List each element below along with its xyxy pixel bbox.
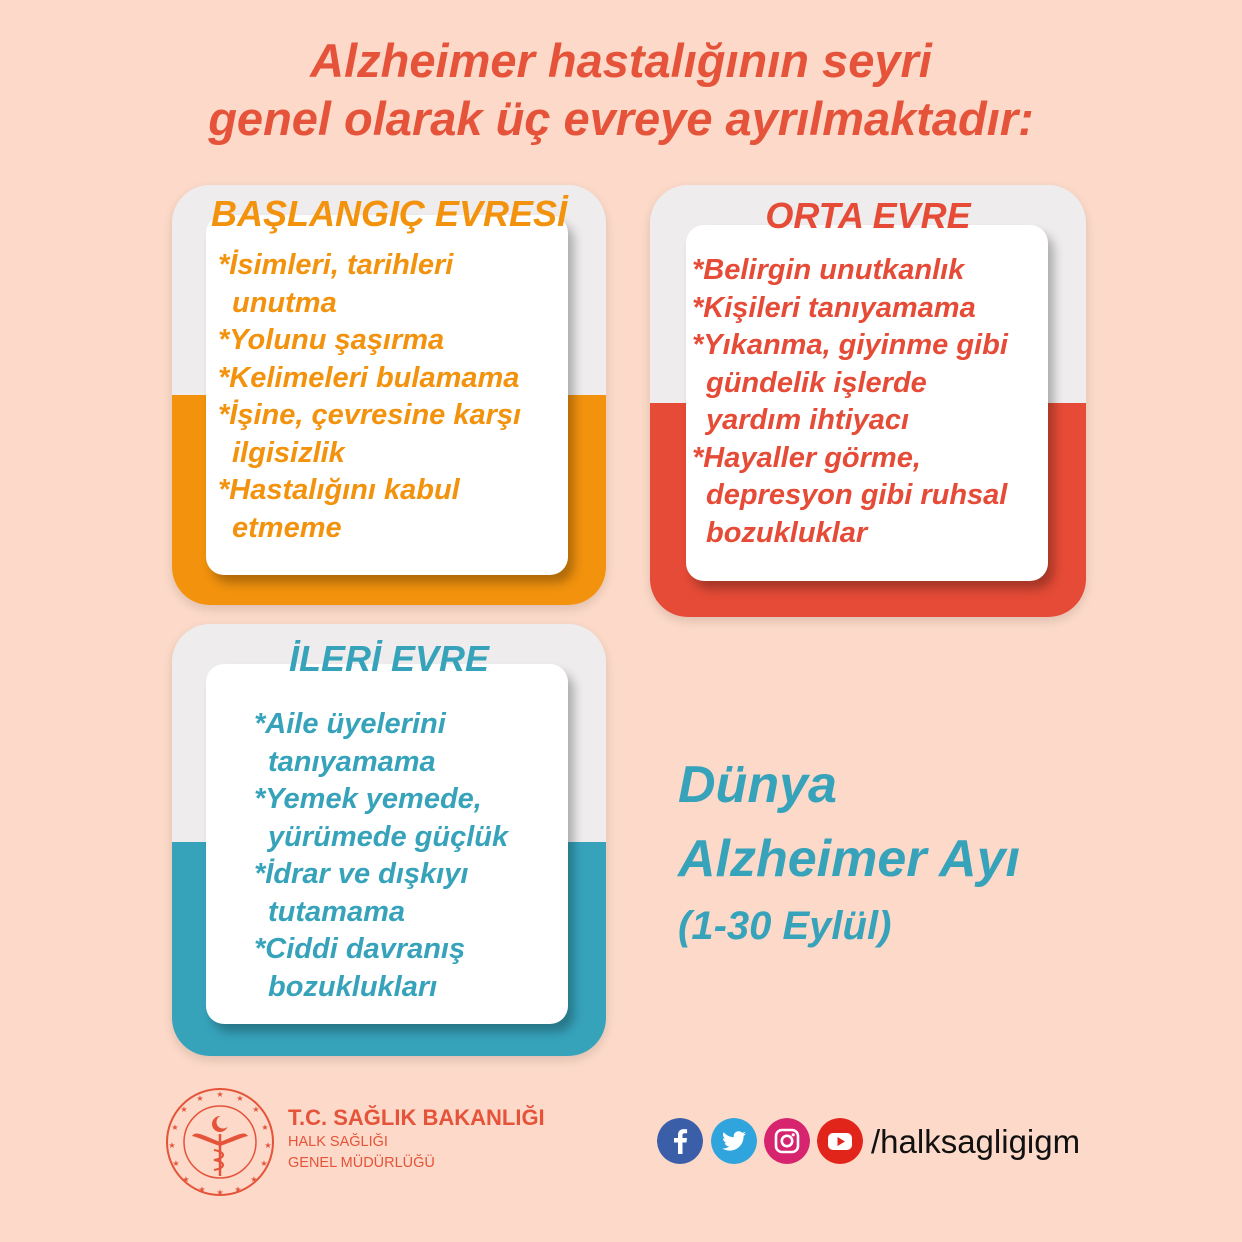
svg-text:★: ★ <box>198 1185 206 1194</box>
svg-text:★: ★ <box>234 1185 242 1194</box>
symptom-line: tanıyamama <box>268 745 436 778</box>
stage-card-middle <box>650 185 1086 617</box>
title-line-1: Alzheimer hastalığının seyri <box>310 34 932 87</box>
symptom-line: *Belirgin unutkanlık <box>692 254 965 286</box>
facebook-icon[interactable] <box>657 1118 703 1164</box>
svg-text:★: ★ <box>172 1159 180 1168</box>
month-line-2: Alzheimer Ayı <box>678 830 1020 888</box>
social-handle[interactable]: /halksagligigm <box>871 1123 1081 1160</box>
month-line-1: Dünya <box>678 756 837 814</box>
svg-text:★: ★ <box>252 1105 260 1114</box>
stage-heading: BAŞLANGIÇ EVRESİ <box>210 193 568 234</box>
ministry-name <box>288 1104 545 1174</box>
alzheimer-month-text <box>678 748 1020 956</box>
symptom-line: *Ciddi davranış <box>254 933 466 965</box>
ministry-logo-icon <box>164 1086 276 1198</box>
symptom-line: *Yıkanma, giyinme gibi <box>692 329 1008 361</box>
symptom-line: *Hayaller görme, <box>692 441 921 474</box>
twitter-icon[interactable] <box>711 1118 757 1164</box>
symptom-line: *Kişileri tanıyamama <box>692 291 976 324</box>
symptom-line: bozuklukları <box>268 970 438 1003</box>
org-line-1: T.C. SAĞLIK BAKANLIĞI <box>288 1105 545 1130</box>
title-line-2: genel olarak üç evreye ayrılmaktadır: <box>208 92 1034 145</box>
svg-text:★: ★ <box>261 1123 269 1132</box>
stage-card-late <box>172 624 606 1056</box>
youtube-icon[interactable] <box>817 1118 863 1164</box>
svg-text:★: ★ <box>180 1105 188 1114</box>
org-line-2: HALK SAĞLIĞI <box>288 1134 388 1150</box>
svg-text:★: ★ <box>182 1175 190 1184</box>
stage-heading: ORTA EVRE <box>765 195 971 236</box>
symptom-line: tutamama <box>268 895 405 928</box>
svg-text:★: ★ <box>250 1175 258 1184</box>
symptom-line: unutma <box>232 286 337 319</box>
svg-text:★: ★ <box>236 1094 244 1103</box>
symptom-line: *Kelimeleri bulamama <box>218 361 520 394</box>
stage-card-early <box>172 185 606 605</box>
month-dates: (1-30 Eylül) <box>678 904 892 948</box>
symptom-line: depresyon gibi ruhsal <box>706 479 1008 511</box>
page-title <box>0 32 1242 148</box>
symptom-line: *Yemek yemede, <box>254 783 482 815</box>
svg-text:★: ★ <box>168 1141 176 1150</box>
stage-symptom-list <box>218 247 521 547</box>
svg-text:★: ★ <box>216 1090 224 1099</box>
stage-heading: İLERİ EVRE <box>288 638 490 679</box>
org-line-3: GENEL MÜDÜRLÜĞÜ <box>288 1155 435 1171</box>
symptom-line: *Hastalığını kabul <box>218 474 460 506</box>
symptom-line: *İsimleri, tarihleri <box>218 249 454 281</box>
svg-text:★: ★ <box>171 1123 179 1132</box>
instagram-icon[interactable] <box>764 1118 810 1164</box>
stage-symptom-list <box>692 252 1008 552</box>
svg-text:★: ★ <box>196 1094 204 1103</box>
symptom-line: *İşine, çevresine karşı <box>218 399 522 431</box>
symptom-line: *Yolunu şaşırma <box>218 324 445 356</box>
symptom-line: etmeme <box>232 511 342 544</box>
symptom-line: *Aile üyelerini <box>254 708 446 740</box>
symptom-line: gündelik işlerde <box>706 366 927 399</box>
symptom-line: *İdrar ve dışkıyı <box>254 858 469 890</box>
svg-text:★: ★ <box>264 1141 272 1150</box>
symptom-line: yürümede güçlük <box>268 820 509 853</box>
symptom-line: yardım ihtiyacı <box>706 404 910 436</box>
stage-symptom-list <box>254 706 508 1006</box>
symptom-line: ilgisizlik <box>232 436 345 469</box>
svg-text:★: ★ <box>260 1159 268 1168</box>
symptom-line: bozukluklar <box>706 516 868 549</box>
svg-text:★: ★ <box>216 1188 224 1197</box>
